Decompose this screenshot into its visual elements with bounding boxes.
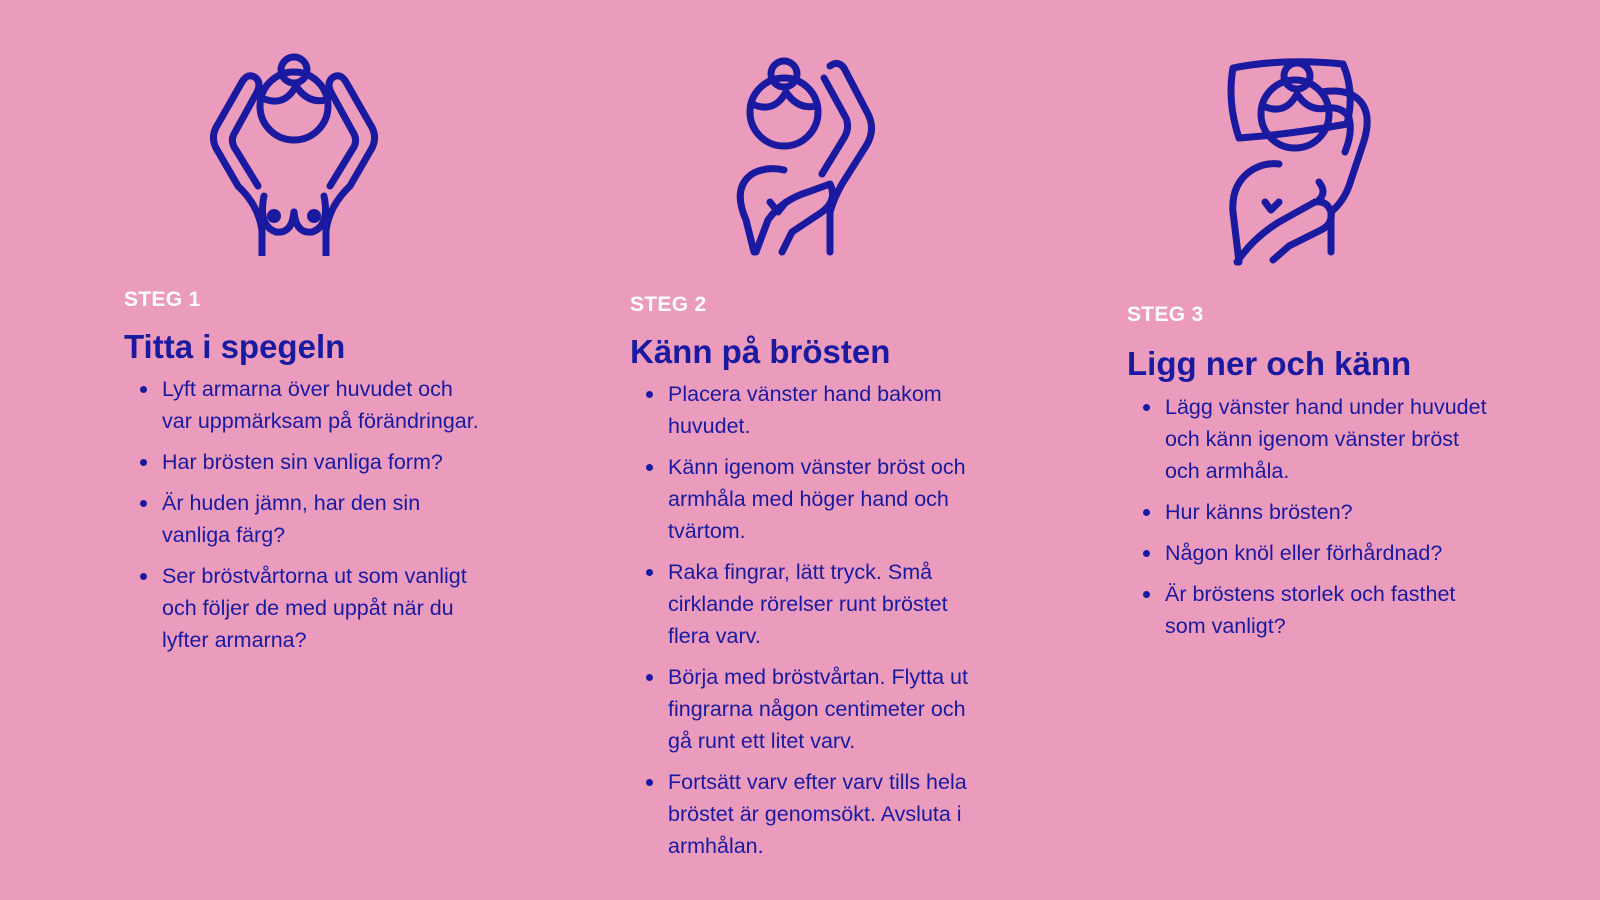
step-label: STEG 1 <box>124 288 201 311</box>
step-title: Känn på brösten <box>630 333 891 370</box>
list-item: Börja med bröstvårtan. Flytta ut fingrarna någon centimeter och gå runt ett litet varv. <box>630 661 975 757</box>
list-item: Någon knöl eller förhårdnad? <box>1127 537 1487 569</box>
list-item: Placera vänster hand bakom huvudet. <box>630 378 975 442</box>
step-title: Titta i spegeln <box>124 328 346 365</box>
list-item: Har brösten sin vanliga form? <box>124 446 484 478</box>
step-label: STEG 2 <box>630 293 707 316</box>
list-item: Fortsätt varv efter varv tills hela bröstet är genomsökt. Avsluta i armhålan. <box>630 766 975 862</box>
list-item: Är bröstens storlek och fasthet som vanligt? <box>1127 578 1487 642</box>
list-item: Hur känns brösten? <box>1127 496 1487 528</box>
list-item: Lyft armarna över huvudet och var uppmärksam på förändringar. <box>124 373 484 437</box>
list-item: Lägg vänster hand under huvudet och känn igenom vänster bröst och armhåla. <box>1127 391 1487 487</box>
raised-arms-mirror-icon <box>204 46 384 256</box>
list-item: Är huden jämn, har den sin vanliga färg? <box>124 487 484 551</box>
list-item: Känn igenom vänster bröst och armhåla med höger hand och tvärtom. <box>630 451 975 547</box>
bullet-list <box>630 378 975 871</box>
step-label: STEG 3 <box>1127 303 1204 326</box>
step-title: Ligg ner och känn <box>1127 345 1412 382</box>
bullet-list <box>1127 391 1487 651</box>
lying-down-self-exam-icon <box>1223 52 1393 272</box>
bullet-list <box>124 373 484 665</box>
list-item: Raka fingrar, lätt tryck. Små cirklande rörelser runt bröstet flera varv. <box>630 556 975 652</box>
list-item: Ser bröstvårtorna ut som vanligt och följer de med uppåt när du lyfter armarna? <box>124 560 484 656</box>
one-arm-raised-self-exam-icon <box>726 52 886 262</box>
